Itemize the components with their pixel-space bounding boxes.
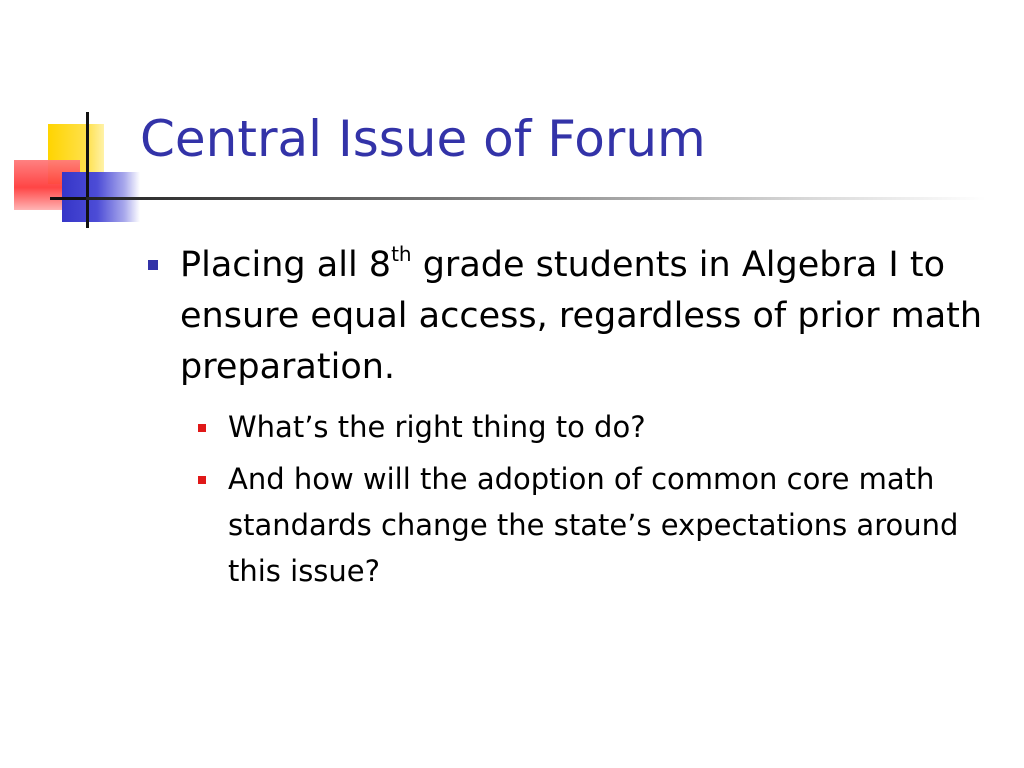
sub-bullet-item <box>140 457 1000 594</box>
sub-bullet-item <box>140 405 1000 451</box>
sub-bullet-text: What’s the right thing to do? <box>228 410 646 445</box>
bullet-item <box>140 240 1000 393</box>
sub-bullet-text: And how will the adoption of common core math standards change the state’s expectations around this issue? <box>228 462 959 588</box>
slide-title: Central Issue of Forum <box>140 110 706 168</box>
square-bullet-icon <box>198 424 206 432</box>
vertical-line <box>86 112 89 228</box>
title-underline <box>86 197 986 200</box>
square-bullet-icon <box>198 476 206 484</box>
bullet-text-start: Placing all 8 <box>180 245 392 285</box>
square-bullet-icon <box>148 260 158 270</box>
slide-body <box>140 240 1000 601</box>
ordinal-superscript: th <box>391 242 412 266</box>
bullet-text-end: grade students in Algebra I to ensure equal access, regardless of prior math preparation. <box>180 245 983 388</box>
sub-bullet-list <box>140 405 1000 594</box>
decorative-squares-logo <box>0 0 150 240</box>
